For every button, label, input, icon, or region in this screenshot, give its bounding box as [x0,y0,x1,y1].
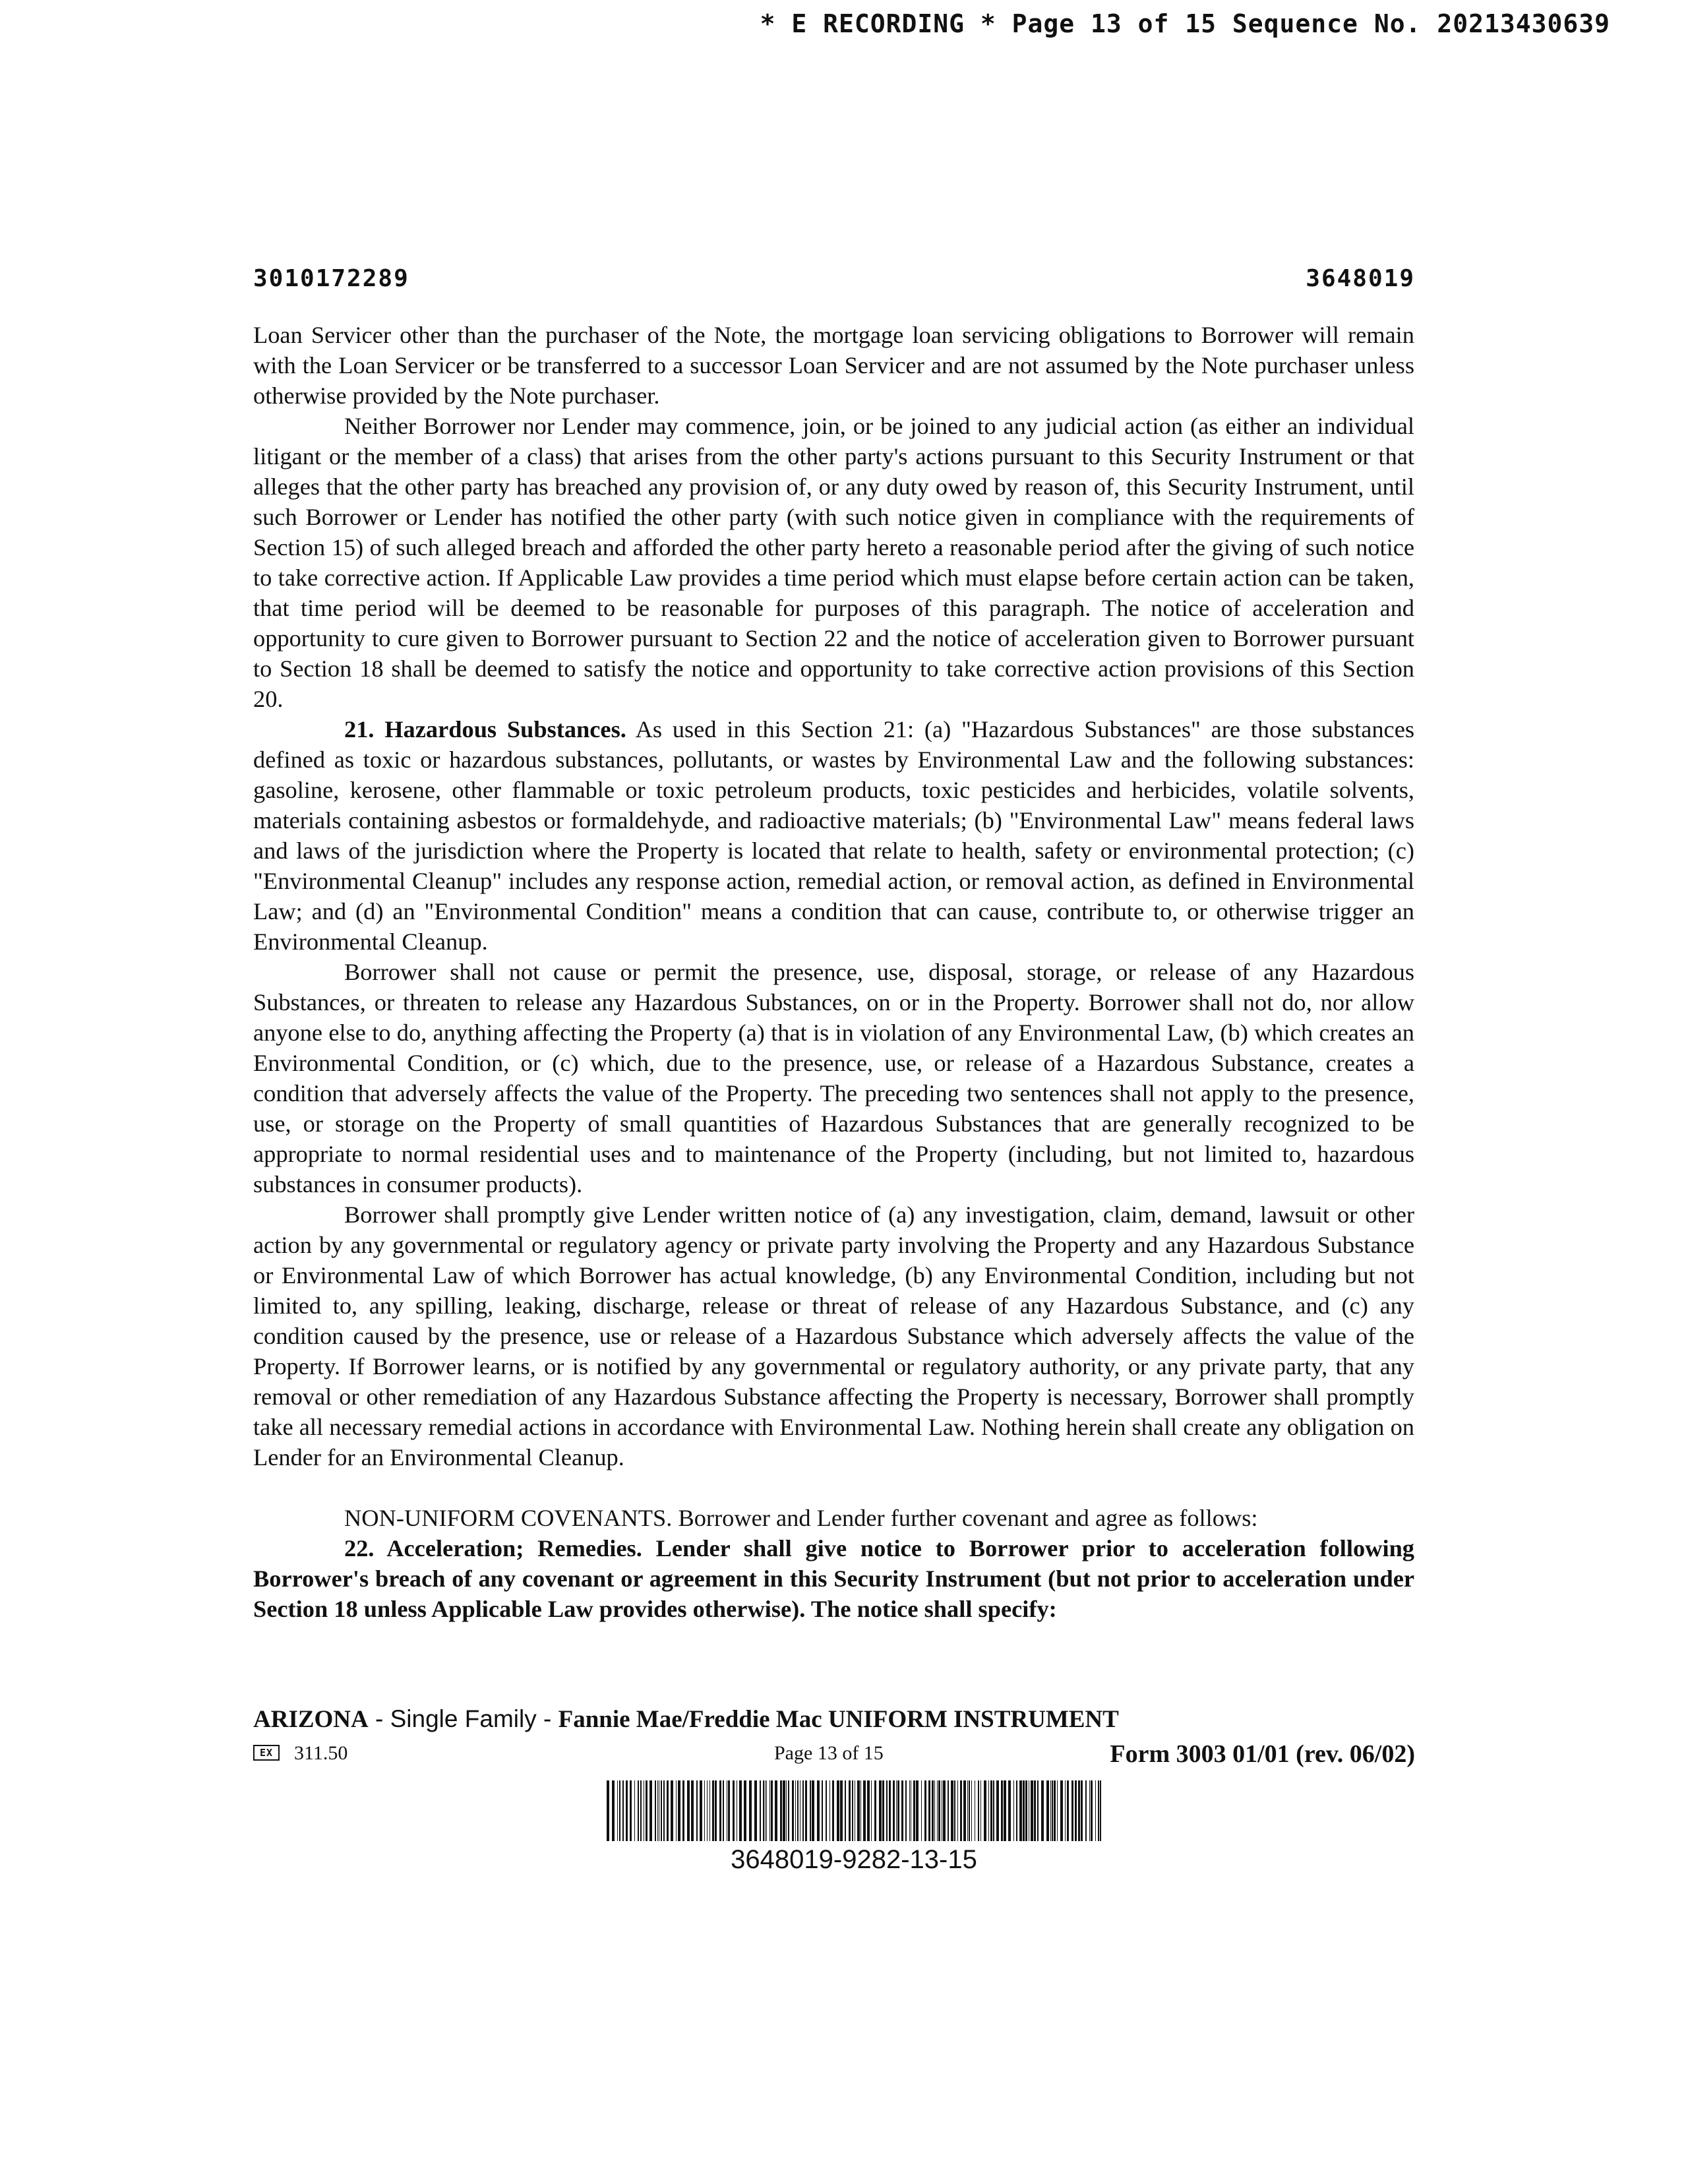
paragraph: Borrower shall not cause or permit the presence, use, disposal, storage, or release of any Hazardous Substances, or threaten to release any Hazardous Substances, on or in the Property. Borrower shall not do, nor allow anyone else to do, anything affecting the Property (a) that is in violation of any Environmental Law, (b) which creates an Environmental Condition, or (c) which, due to the presence, use, or release of a Hazardous Substance, creates a condition that adversely affects the value of the Property. The preceding two sentences shall not apply to the presence, use, or storage on the Property of small quantities of Hazardous Substances that are generally recognized to be appropriate to normal residential uses and to maintenance of the Property (including, but not limited to, hazardous substances in consumer products). [253,959,1414,1198]
paragraph-hazardous-substances [253,714,1414,957]
barcode-icon [607,1780,1101,1841]
document-header [253,265,1415,298]
state-name: ARIZONA [253,1706,369,1733]
section-22-acceleration: 22. Acceleration; Remedies. Lender shall give notice to Borrower prior to acceleration following Borrower's breach of any covenant or agreement in this Security Instrument (but not prior to acceleration under Section 18 unless Applicable Law provides otherwise). The notice shall specify: [253,1535,1414,1622]
form-type: - Single Family - [368,1705,558,1732]
page-number: Page 13 of 15 [774,1742,884,1764]
barcode-number: 3648019-9282-13-15 [731,1845,977,1874]
paragraph: Neither Borrower nor Lender may commence, join, or be joined to any judicial action (as either an individual litigant or the member of a class) that arises from the other party's actions pursuant to this Security Instrument or that alleges that the other party has breached any provision of, or any duty owed by reason of, this Security Instrument, until such Borrower or Lender has notified the other party (with such notice given in compliance with the requirements of Section 15) of such alleged breach and afforded the other party hereto a reasonable period after the giving of such notice to take corrective action. If Applicable Law provides a time period which must elapse before certain action can be taken, that time period will be deemed to be reasonable for purposes of this paragraph. The notice of acceleration and opportunity to cure given to Borrower pursuant to Section 22 and the notice of acceleration given to Borrower pursuant to Section 18 shall be deemed to satisfy the notice and opportunity to take corrective action provisions of this Section 20. [253,413,1414,712]
ellie-mae-logo-icon: EX [253,1745,280,1761]
spacer [253,1472,1414,1503]
form-code: 311.50 [294,1742,348,1764]
document-body [253,320,1414,1624]
paragraph-text: As used in this Section 21: (a) "Hazardous Substances" are those substances defined as toxic or hazardous substances, pollutants, or wastes by Environmental Law and the following substances: gasoline, kerosene, other flammable or toxic petroleum products, toxic pesticides and herbicides, volatile solvents, materials containing asbestos or formaldehyde, and radioactive materials; (b) "Environmental Law" means federal laws and laws of the jurisdiction where the Property is located that relate to health, safety or environmental protection; (c) "Environmental Cleanup" includes any response action, remedial action, or removal action, as defined in Environmental Law; and (d) an "Environmental Condition" means a condition that can cause, contribute to, or otherwise trigger an Environmental Cleanup. [253,716,1415,955]
form-footer [253,1740,1415,1769]
non-uniform-covenants: NON-UNIFORM COVENANTS. Borrower and Lender further covenant and agree as follows: [344,1505,1258,1531]
instrument-name: Fannie Mae/Freddie Mac UNIFORM INSTRUMENT [558,1706,1119,1733]
recording-header: * E RECORDING * Page 13 of 15 Sequence No. 20213430639 [760,9,1610,38]
paragraph: Loan Servicer other than the purchaser of the Note, the mortgage loan servicing obligations to Borrower will remain with the Loan Servicer or be transferred to a successor Loan Servicer and are not assumed by the Note purchaser unless otherwise provided by the Note purchaser. [253,322,1414,409]
paragraph: Borrower shall promptly give Lender written notice of (a) any investigation, claim, demand, lawsuit or other action by any governmental or regulatory agency or private party involving the Property and any Hazardous Substance or Environmental Law of which Borrower has actual knowledge, (b) any Environmental Condition, including but not limited to, any spilling, leaking, discharge, release or threat of release of any Hazardous Substance, and (c) any condition caused by the presence, use or release of a Hazardous Substance which adversely affects the value of the Property. If Borrower learns, or is notified by any governmental or regulatory authority, or any private party, that any removal or other remediation of any Hazardous Substance affecting the Property is necessary, Borrower shall promptly take all necessary remedial actions in accordance with Environmental Law. Nothing herein shall create any obligation on Lender for an Environmental Cleanup. [253,1201,1414,1471]
reference-number: 3648019 [1306,265,1415,292]
form-number: Form 3003 01/01 (rev. 06/02) [1110,1740,1415,1768]
form-title [253,1705,1119,1734]
section-heading: 21. Hazardous Substances. [344,716,626,743]
loan-number: 3010172289 [253,265,409,292]
